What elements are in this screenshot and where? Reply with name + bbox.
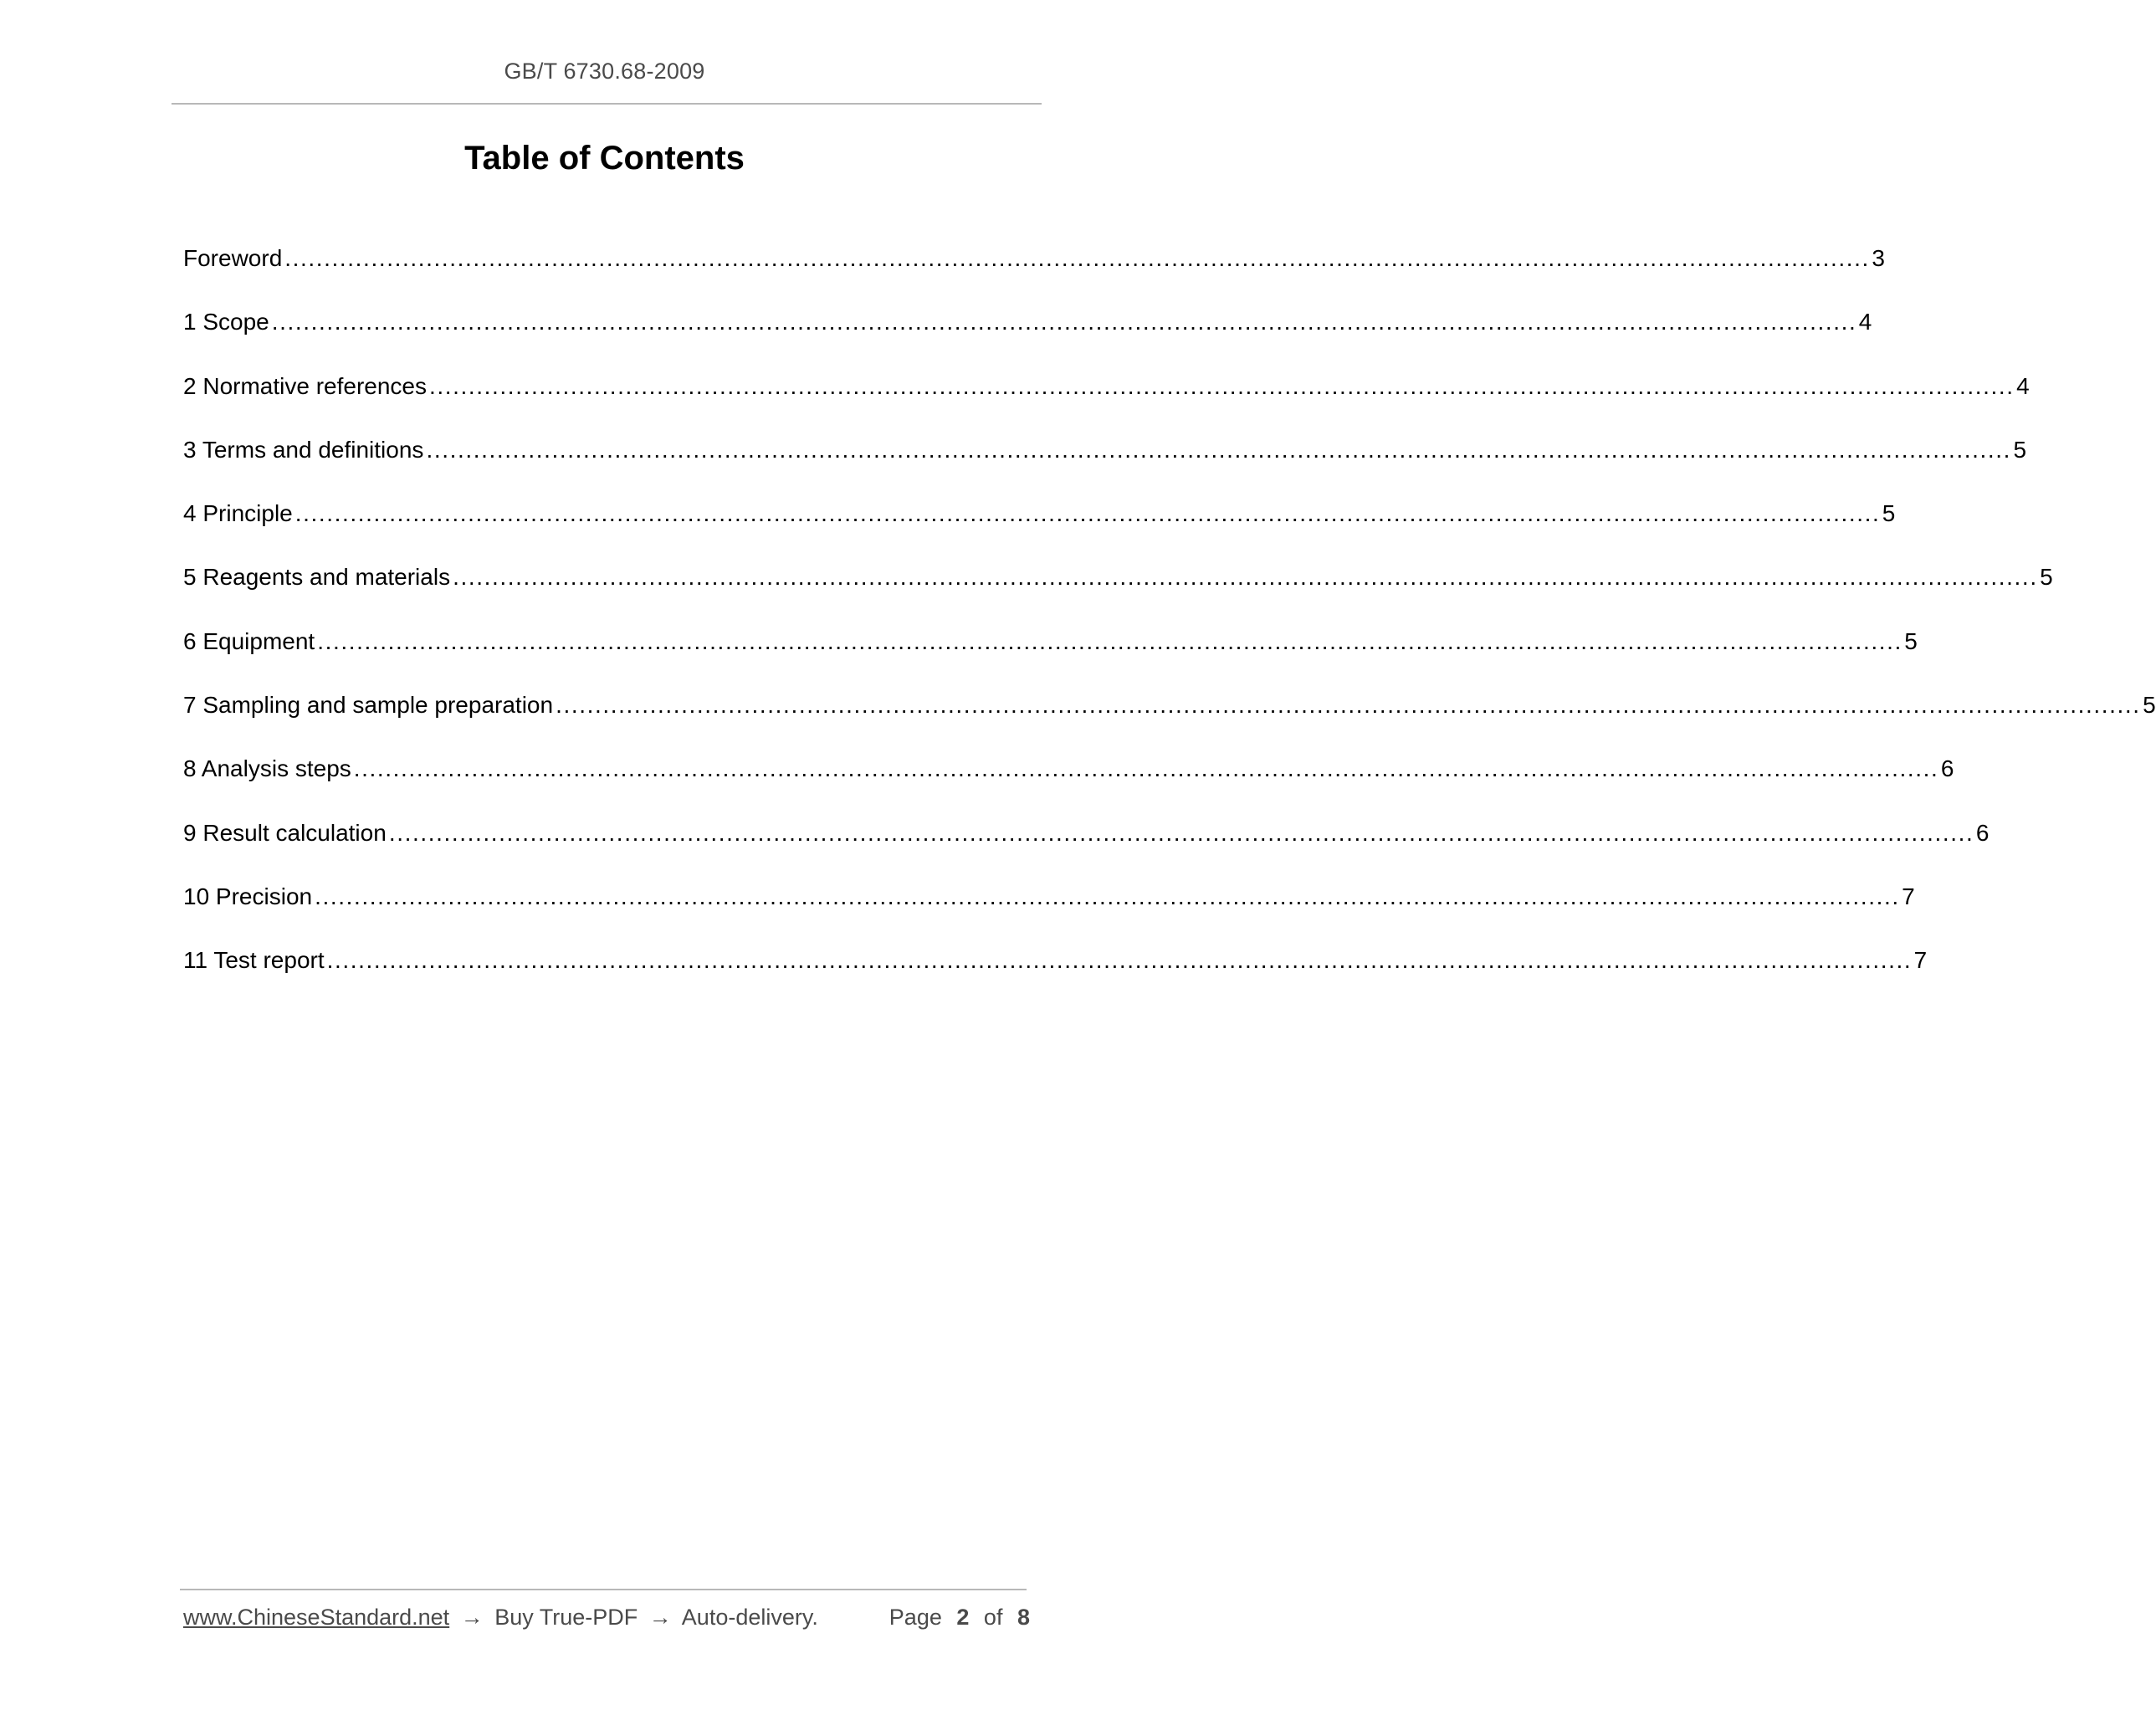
toc-dot-leader: .......................................................................................................................................................................................................... [426, 436, 2012, 463]
toc-entry-label: 4 Principle [183, 500, 293, 527]
toc-entry-label: 9 Result calculation [183, 819, 387, 846]
toc-entry-normative-references[interactable] [183, 366, 2030, 430]
toc-entry-scope[interactable] [183, 302, 1872, 366]
toc-entry-precision[interactable] [183, 877, 1915, 940]
toc-entry-result-calculation[interactable] [183, 813, 1990, 877]
document-code-header: GB/T 6730.68-2009 [504, 59, 705, 84]
toc-entry-page: 3 [1872, 245, 1885, 271]
toc-entry-page: 4 [2016, 372, 2030, 399]
page-word: Page [889, 1605, 942, 1630]
toc-entry-page: 7 [1913, 947, 1928, 974]
right-arrow-icon: → [460, 1605, 484, 1630]
toc-entry-page: 4 [1858, 309, 1872, 335]
toc-dot-leader: .......................................................................................................................................................................................................... [315, 883, 1900, 909]
toc-entry-label: 7 Sampling and sample preparation [183, 692, 554, 719]
of-word: of [983, 1605, 1003, 1630]
toc-entry-page: 5 [2040, 564, 2053, 591]
toc-entry-page: 6 [1975, 819, 1990, 846]
footer-purchase-line [183, 1605, 818, 1631]
total-pages-number: 8 [1017, 1605, 1030, 1630]
toc-entry-test-report[interactable] [183, 940, 1928, 1004]
toc-dot-leader: .......................................................................................................................................................................................................... [388, 819, 1974, 846]
page-number-indicator [889, 1605, 1030, 1631]
toc-dot-leader: .......................................................................................................................................................................................................... [453, 564, 2038, 591]
toc-dot-leader: .......................................................................................................................................................................................................... [326, 947, 1913, 974]
toc-entry-sampling-and-sample-preparation[interactable] [183, 685, 2156, 749]
auto-delivery-text: Auto-delivery. [681, 1605, 818, 1630]
toc-title: Table of Contents [464, 140, 745, 177]
toc-dot-leader: .......................................................................................................................................................................................................... [284, 245, 1870, 271]
toc-entry-label: 5 Reagents and materials [183, 564, 451, 591]
toc-list [183, 238, 2156, 1005]
toc-entry-principle[interactable] [183, 494, 1896, 557]
header-divider [172, 103, 1042, 105]
toc-entry-analysis-steps[interactable] [183, 749, 1954, 812]
toc-dot-leader: .......................................................................................................................................................................................................... [294, 500, 1881, 527]
current-page-number: 2 [956, 1605, 970, 1630]
toc-dot-leader: .......................................................................................................................................................................................................... [556, 692, 2141, 719]
toc-entry-label: 8 Analysis steps [183, 755, 351, 782]
toc-entry-foreword[interactable] [183, 238, 1885, 302]
toc-dot-leader: .......................................................................................................................................................................................................... [353, 755, 1939, 782]
toc-entry-label: 10 Precision [183, 883, 313, 909]
toc-dot-leader: .......................................................................................................................................................................................................... [429, 372, 2015, 399]
footer-divider [180, 1589, 1027, 1590]
toc-entry-page: 5 [2143, 692, 2156, 719]
toc-entry-label: 2 Normative references [183, 372, 428, 399]
toc-entry-terms-and-definitions[interactable] [183, 430, 2027, 494]
toc-entry-page: 5 [1882, 500, 1896, 527]
toc-entry-label: Foreword [183, 245, 283, 271]
toc-entry-page: 7 [1902, 883, 1915, 909]
buy-true-pdf-text: Buy True-PDF [494, 1605, 638, 1630]
toc-entry-label: 6 Equipment [183, 627, 315, 654]
toc-entry-page: 5 [1904, 627, 1918, 654]
toc-entry-reagents-and-materials[interactable] [183, 557, 2053, 621]
toc-dot-leader: .......................................................................................................................................................................................................... [317, 627, 1903, 654]
toc-entry-page: 6 [1940, 755, 1954, 782]
website-link[interactable]: www.ChineseStandard.net [183, 1605, 450, 1630]
toc-entry-label: 1 Scope [183, 309, 269, 335]
toc-dot-leader: .......................................................................................................................................................................................................... [271, 309, 1857, 335]
toc-entry-equipment[interactable] [183, 622, 1918, 685]
right-arrow-icon: → [648, 1605, 672, 1630]
toc-entry-page: 5 [2013, 436, 2027, 463]
toc-entry-label: 3 Terms and definitions [183, 436, 424, 463]
page-footer [183, 1605, 1030, 1638]
toc-entry-label: 11 Test report [183, 947, 325, 974]
